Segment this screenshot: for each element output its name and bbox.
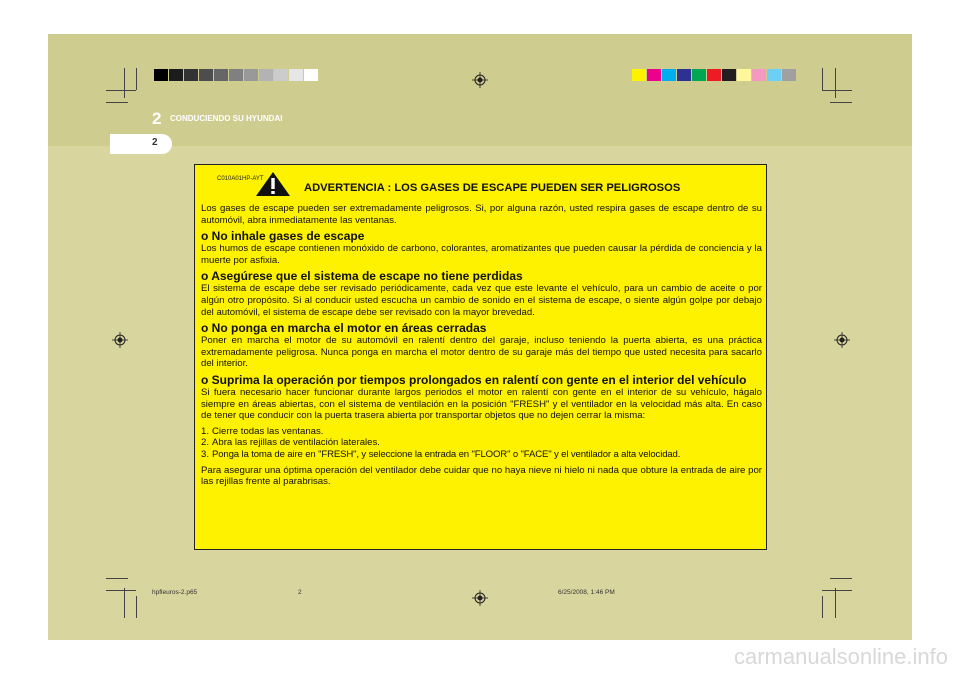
registration-mark-icon	[834, 332, 850, 348]
color-swatch	[737, 69, 751, 81]
warning-triangle-icon	[256, 172, 290, 196]
color-swatch	[169, 69, 183, 81]
color-calibration-bar	[632, 69, 797, 81]
warning-header	[201, 171, 762, 195]
page-tab	[110, 134, 172, 154]
crop-mark	[136, 68, 137, 90]
warning-title: ADVERTENCIA : LOS GASES DE ESCAPE PUEDEN SER PELIGROSOS	[304, 182, 681, 194]
color-swatch	[229, 69, 243, 81]
footer-file: hpfleuros-2.p65	[152, 589, 198, 596]
registration-mark-icon	[472, 72, 488, 88]
crop-mark	[830, 102, 852, 103]
header-band	[48, 34, 912, 146]
color-swatch	[259, 69, 273, 81]
section-body: Si fuera necesario hacer funcionar durante largos periodos el motor en ralentí con gente en el interior de su vehículo, hágalo siempre en áreas abiertas, con el sistema de ventilación en la posición "FRESH" y el ventilador en la velocidad más alta. En caso de tener que conducir con la puerta trasera abierta por transportar objetos que no dejen cerrar la misma:	[201, 386, 762, 422]
step-text: Abra las rejillas de ventilación laterales.	[212, 437, 380, 449]
color-swatch	[677, 69, 691, 81]
color-swatch	[274, 69, 288, 81]
section-body: Los humos de escape contienen monóxido de carbono, colorantes, aromatizantes que pueden causar la pérdida de conciencia y la muerte por asfixia.	[201, 243, 762, 266]
warning-closing: Para asegurar una óptima operación del ventilador debe cuidar que no haya nieve ni hielo ni nada que obture la entrada de aire por las rejillas frente al parabrisas.	[201, 464, 762, 488]
chapter-number: 2	[152, 109, 162, 128]
step-number: 1.	[201, 425, 210, 437]
crop-mark	[835, 588, 836, 618]
color-swatch	[304, 69, 318, 81]
crop-mark	[124, 588, 125, 618]
crop-mark	[835, 68, 836, 98]
footer-page: 2	[298, 589, 302, 596]
steps-list	[201, 426, 762, 461]
crop-mark	[822, 90, 852, 91]
section-heading: o No ponga en marcha el motor en áreas cerradas	[201, 321, 487, 336]
color-swatch	[692, 69, 706, 81]
step-number: 3.	[201, 448, 210, 460]
gray-calibration-bar	[154, 69, 319, 81]
list-item	[201, 426, 762, 438]
crop-mark	[822, 596, 823, 618]
crop-mark	[136, 596, 137, 618]
color-swatch	[662, 69, 676, 81]
chapter-title: CONDUCIENDO SU HYUNDAI	[170, 114, 283, 123]
crop-mark	[106, 578, 128, 579]
watermark: carmanualsonline.info	[733, 644, 948, 669]
color-swatch	[289, 69, 303, 81]
warning-intro: Los gases de escape pueden ser extremadamente peligrosos. Si, por alguna razón, usted respira gases de escape dentro de su automóvil, abra inmediatamente las ventanas.	[201, 203, 762, 226]
crop-mark	[830, 578, 852, 579]
color-swatch	[244, 69, 258, 81]
color-swatch	[782, 69, 796, 81]
color-swatch	[154, 69, 168, 81]
list-item	[201, 437, 762, 449]
step-text: Cierre todas las ventanas.	[212, 425, 324, 437]
crop-mark	[106, 590, 136, 591]
color-swatch	[184, 69, 198, 81]
list-item	[201, 449, 762, 461]
color-swatch	[752, 69, 766, 81]
color-swatch	[647, 69, 661, 81]
section-heading: o Suprima la operación por tiempos prolongados en ralentí con gente en el interior del vehículo	[201, 372, 747, 387]
crop-mark	[106, 90, 136, 91]
color-swatch	[707, 69, 721, 81]
footer-date: 6/25/2008, 1:46 PM	[558, 589, 615, 596]
color-swatch	[632, 69, 646, 81]
step-text: Ponga la toma de aire en "FRESH", y seleccione la entrada en "FLOOR" o "FACE" y el ventilador a alta velocidad.	[212, 448, 681, 460]
crop-mark	[106, 102, 128, 103]
step-number: 2.	[201, 437, 210, 449]
section-body: Poner en marcha el motor de su automóvil en ralentí dentro del garaje, incluso teniendo la puerta abierta, es una práctica extremadamente peligrosa. Nunca ponga en marcha el motor dentro de su garaje más del tiempo que usted necesita para sacarlo del interior.	[201, 335, 762, 370]
crop-mark	[124, 68, 125, 98]
registration-mark-icon	[112, 332, 128, 348]
crop-mark	[822, 590, 852, 591]
crop-mark	[822, 68, 823, 90]
section-heading: o No inhale gases de escape	[201, 229, 365, 244]
warning-code: C010A01HP-AYT	[217, 176, 264, 182]
warning-box	[194, 164, 767, 550]
color-swatch	[214, 69, 228, 81]
registration-mark-icon	[472, 590, 488, 606]
section-body: El sistema de escape debe ser revisado periódicamente, cada vez que este levante el vehículo, para un cambio de aceite o por algún otro propósito. Si al conducir usted escucha un cambio de sonido en el sistema de escape, o siente algún golpe por debajo del automóvil, el sistema de escape debe ser revisado con la mayor brevedad.	[201, 283, 762, 318]
color-swatch	[767, 69, 781, 81]
section-heading: o Asegúrese que el sistema de escape no tiene perdidas	[201, 269, 523, 284]
page-number: 2	[152, 137, 158, 148]
color-swatch	[199, 69, 213, 81]
color-swatch	[722, 69, 736, 81]
